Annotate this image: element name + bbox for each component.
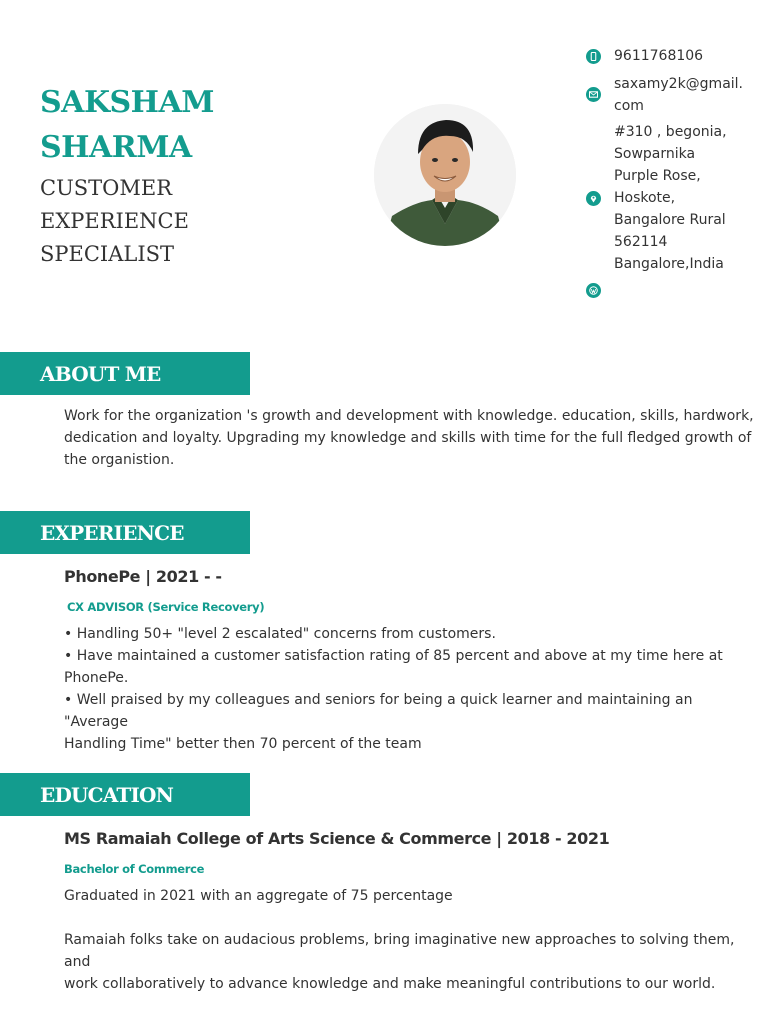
job-position: CX ADVISOR (Service Recovery) xyxy=(67,600,265,614)
address-line: Sowparnika xyxy=(614,146,696,162)
bullet-line: Handling Time" better then 70 percent of the team xyxy=(64,736,422,752)
address-line: Bangalore,India xyxy=(614,256,724,272)
last-name: SHARMA xyxy=(40,130,192,165)
bullet-line: • Have maintained a customer satisfaction rating of 85 percent and above at my time here at xyxy=(64,648,723,664)
about-section-header xyxy=(0,352,250,395)
address-line: Bangalore Rural xyxy=(614,212,726,228)
first-name: SAKSHAM xyxy=(40,85,215,120)
profile-photo-illustration xyxy=(374,104,516,246)
school-title: MS Ramaiah College of Arts Science & Commerce | 2018 - 2021 xyxy=(64,829,610,848)
address-line: Purple Rose, xyxy=(614,168,701,184)
description-line: Ramaiah folks take on audacious problems, bring imaginative new approaches to solving them, and xyxy=(64,932,735,970)
description-line: work collaboratively to advance knowledge and make meaningful contributions to our world. xyxy=(64,976,716,992)
bullet-line: PhonePe. xyxy=(64,670,129,686)
email-line: com xyxy=(614,98,644,114)
postal-address xyxy=(614,121,756,275)
job-title: PhonePe | 2021 - - xyxy=(64,567,222,586)
address-line: Hoskote, xyxy=(614,190,676,206)
experience-bullet xyxy=(64,623,754,645)
education-section-header xyxy=(0,773,250,816)
education-description xyxy=(64,929,754,995)
phone-icon xyxy=(586,49,601,64)
address-line: 562114 xyxy=(614,234,668,250)
education-heading: EDUCATION xyxy=(40,783,174,807)
experience-bullet xyxy=(64,645,754,689)
profile-photo xyxy=(374,104,516,246)
about-heading: ABOUT ME xyxy=(40,362,161,386)
role-line: CUSTOMER xyxy=(40,176,173,200)
email-line: saxamy2k@gmail. xyxy=(614,76,744,92)
about-line: dedication and loyalty. Upgrading my knowledge and skills with time for the full fledged growth of xyxy=(64,430,752,446)
phone-number: 9611768106 xyxy=(614,48,704,64)
role-line: EXPERIENCE xyxy=(40,209,189,233)
education-detail: Graduated in 2021 with an aggregate of 75 percentage xyxy=(64,888,453,904)
experience-bullet xyxy=(64,689,754,755)
about-line: the organistion. xyxy=(64,452,175,468)
about-text xyxy=(64,405,754,471)
email-address[interactable] xyxy=(614,73,756,117)
location-icon xyxy=(586,191,601,206)
job-role xyxy=(40,172,280,271)
email-icon xyxy=(586,87,601,102)
role-line: SPECIALIST xyxy=(40,242,175,266)
about-line: Work for the organization 's growth and development with knowledge. education, skills, hardwork, xyxy=(64,408,754,424)
address-line: #310 , begonia, xyxy=(614,124,727,140)
experience-heading: EXPERIENCE xyxy=(40,521,184,545)
bullet-line: • Handling 50+ "level 2 escalated" concerns from customers. xyxy=(64,626,496,642)
bullet-line: • Well praised by my colleagues and seniors for being a quick learner and maintaining an "Average xyxy=(64,692,693,730)
wordpress-icon[interactable] xyxy=(586,283,601,298)
candidate-name xyxy=(40,80,300,170)
degree: Bachelor of Commerce xyxy=(64,862,205,876)
experience-section-header xyxy=(0,511,250,554)
